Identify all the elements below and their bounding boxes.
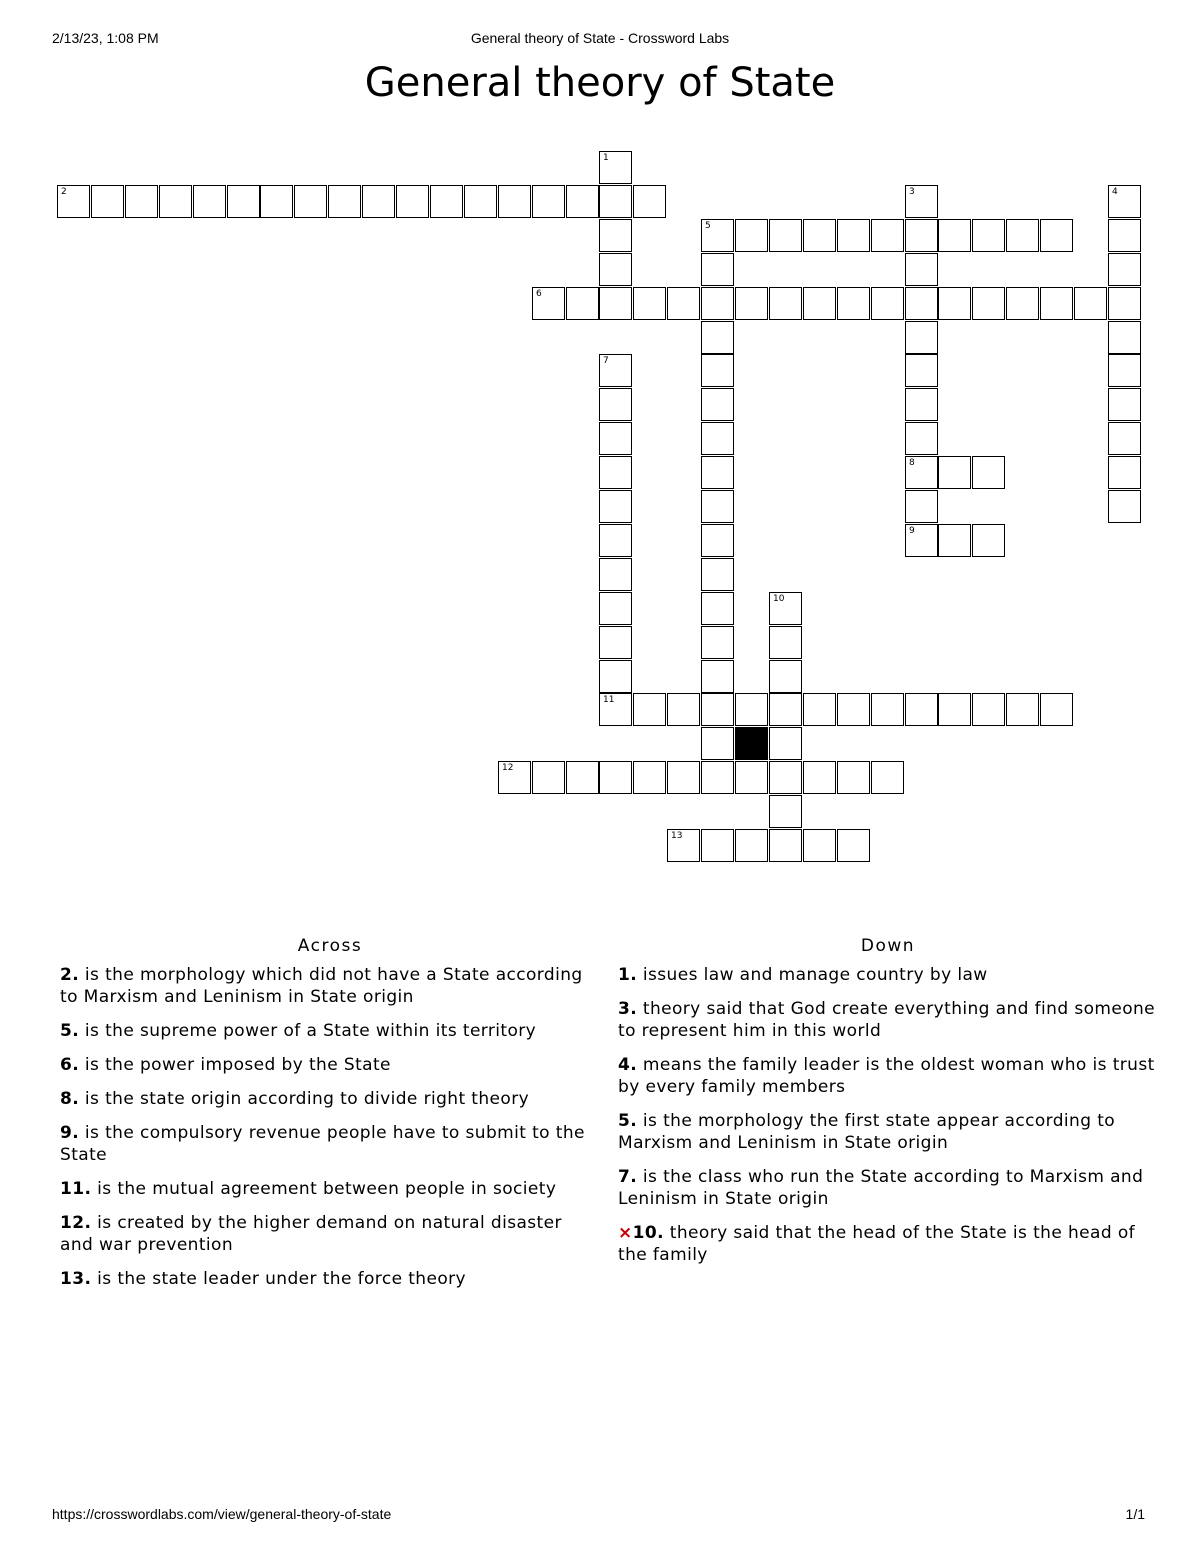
cell-number: 1 [603,153,609,163]
grid-cell[interactable] [159,185,192,218]
clue-number: 3. [618,999,638,1019]
clue [60,1122,600,1166]
clue-number: 13. [60,1269,92,1289]
clue-text: means the family leader is the oldest woman who is trust by every family members [618,1055,1155,1097]
grid-cell[interactable] [701,829,734,862]
grid-cell[interactable] [769,287,802,320]
grid-cell[interactable] [1040,693,1073,726]
cell-number: 12 [502,763,514,773]
grid-cell[interactable] [125,185,158,218]
grid-cell[interactable] [701,219,734,252]
grid-cell[interactable] [1108,321,1141,354]
grid-cell[interactable] [260,185,293,218]
grid-cell[interactable] [1108,456,1141,489]
cell-number: 13 [671,831,683,841]
clue [618,1222,1158,1266]
grid-cell[interactable] [599,524,632,557]
print-date: 2/13/23, 1:08 PM [52,30,159,46]
grid-cell[interactable] [701,727,734,760]
grid-cell[interactable] [803,761,836,794]
grid-cell[interactable] [837,761,870,794]
down-clues [618,936,1158,1278]
grid-cell[interactable] [701,456,734,489]
clue [618,998,1158,1042]
grid-cell[interactable] [599,388,632,421]
clue-number: 10. [632,1223,664,1243]
grid-cell[interactable] [701,422,734,455]
grid-cell[interactable] [938,219,971,252]
grid-cell[interactable] [735,761,768,794]
grid-cell[interactable] [905,321,938,354]
clue [618,1054,1158,1098]
grid-cell[interactable] [701,287,734,320]
cell-number: 10 [773,594,785,604]
cell-number: 3 [909,187,915,197]
clue-number: 4. [618,1055,638,1075]
clue-text: is the state origin according to divide right theory [79,1089,530,1109]
grid-cell[interactable] [599,354,632,387]
clue [60,1268,600,1290]
grid-cell[interactable] [667,761,700,794]
cell-number: 11 [603,695,615,705]
grid-cell[interactable] [599,287,632,320]
cell-number: 4 [1112,187,1118,197]
grid-cell[interactable] [1108,354,1141,387]
cell-number: 9 [909,526,915,536]
grid-cell[interactable] [532,761,565,794]
grid-cell[interactable] [701,626,734,659]
grid-cell[interactable] [498,761,531,794]
grid-cell[interactable] [599,253,632,286]
grid-cell[interactable] [701,524,734,557]
print-url: https://crosswordlabs.com/view/general-theory-of-state [52,1506,392,1522]
grid-cell[interactable] [362,185,395,218]
clue-number: 12. [60,1213,92,1233]
grid-cell[interactable] [1108,422,1141,455]
clue-text: is the supreme power of a State within its territory [79,1021,537,1041]
grid-cell[interactable] [633,693,666,726]
clue-text: is the state leader under the force theory [91,1269,466,1289]
cell-number: 8 [909,458,915,468]
grid-cell[interactable] [701,693,734,726]
grid-cell[interactable] [837,287,870,320]
grid-cell[interactable] [972,287,1005,320]
grid-cell[interactable] [633,761,666,794]
grid-cell[interactable] [599,151,632,184]
grid-cell[interactable] [328,185,361,218]
cell-number: 2 [61,187,67,197]
grid-cell[interactable] [1006,693,1039,726]
grid-cell[interactable] [498,185,531,218]
cell-number: 6 [536,289,542,299]
clue [618,964,1158,986]
grid-cell[interactable] [837,693,870,726]
grid-cell[interactable] [938,693,971,726]
clue [60,1088,600,1110]
grid-cell[interactable] [1108,287,1141,320]
grid-cell[interactable] [972,693,1005,726]
grid-cell[interactable] [769,727,802,760]
grid-cell[interactable] [769,592,802,625]
grid-cell[interactable] [566,761,599,794]
grid-cell[interactable] [871,287,904,320]
clue [60,1178,600,1200]
grid-cell[interactable] [803,693,836,726]
grid-cell[interactable] [972,456,1005,489]
grid-cell[interactable] [905,524,938,557]
grid-cell[interactable] [871,219,904,252]
grid-cell[interactable] [1006,287,1039,320]
grid-cell[interactable] [938,456,971,489]
cell-number: 5 [705,221,711,231]
across-heading: Across [297,936,363,956]
clue-text: is the morphology the first state appear according to Marxism and Leninism in State origin [618,1111,1116,1153]
grid-cell[interactable] [972,219,1005,252]
grid-cell[interactable] [701,253,734,286]
grid-cell[interactable] [1108,388,1141,421]
clue-text: is the morphology which did not have a State according to Marxism and Leninism in State origin [60,965,583,1007]
grid-cell[interactable] [599,761,632,794]
grid-cell[interactable] [769,795,802,828]
grid-cell[interactable] [701,321,734,354]
grid-cell[interactable] [938,287,971,320]
grid-cell[interactable] [566,185,599,218]
grid-cell[interactable] [599,693,632,726]
grid-cell[interactable] [566,287,599,320]
clue-text: is the mutual agreement between people in society [91,1179,557,1199]
grid-cell[interactable] [1108,219,1141,252]
grid-cell[interactable] [803,219,836,252]
grid-cell[interactable] [972,524,1005,557]
grid-cell[interactable] [769,693,802,726]
grid-cell[interactable] [599,422,632,455]
grid-cell[interactable] [599,592,632,625]
clue-text: is the compulsory revenue people have to submit to the State [60,1123,585,1165]
grid-cell[interactable] [735,829,768,862]
grid-cell[interactable] [701,592,734,625]
grid-cell[interactable] [803,287,836,320]
grid-cell[interactable] [193,185,226,218]
clue-text: is created by the higher demand on natural disaster and war prevention [60,1213,562,1255]
grid-cell[interactable] [430,185,463,218]
clue-text: theory said that God create everything and find someone to represent him in this world [618,999,1156,1041]
grid-cell[interactable] [667,829,700,862]
grid-cell[interactable] [905,185,938,218]
grid-cell[interactable] [905,287,938,320]
grid-cell[interactable] [227,185,260,218]
grid-cell[interactable] [1108,490,1141,523]
grid-cell[interactable] [599,660,632,693]
grid-cell[interactable] [599,185,632,218]
across-clues [60,936,600,1302]
clue-number: 6. [60,1055,80,1075]
grid-cell[interactable] [599,219,632,252]
grid-cell[interactable] [905,354,938,387]
clue-number: 11. [60,1179,92,1199]
clue [60,1054,600,1076]
grid-cell[interactable] [599,558,632,591]
print-page-title: General theory of State - Crossword Labs [470,30,730,46]
clue [60,1020,600,1042]
grid-cell[interactable] [396,185,429,218]
grid-cell[interactable] [667,287,700,320]
grid-cell[interactable] [1108,253,1141,286]
puzzle-title: General theory of State [364,60,836,106]
grid-cell[interactable] [464,185,497,218]
grid-cell[interactable] [769,829,802,862]
grid-cell[interactable] [769,761,802,794]
grid-cell[interactable] [735,287,768,320]
clue-number: 2. [60,965,80,985]
grid-cell[interactable] [905,219,938,252]
grid-cell[interactable] [701,490,734,523]
grid-cell[interactable] [905,388,938,421]
grid-cell[interactable] [701,761,734,794]
clue [60,964,600,1008]
grid-cell[interactable] [735,693,768,726]
clue-number: 1. [618,965,638,985]
grid-cell[interactable] [803,829,836,862]
grid-cell[interactable] [769,660,802,693]
grid-cell[interactable] [532,185,565,218]
clue-number: 8. [60,1089,80,1109]
grid-cell[interactable] [91,185,124,218]
grid-cell[interactable] [294,185,327,218]
clue-text: theory said that the head of the State is the head of the family [618,1223,1136,1265]
clue-text: is the class who run the State according to Marxism and Leninism in State origin [618,1167,1144,1209]
grid-cell[interactable] [701,660,734,693]
grid-cell[interactable] [837,219,870,252]
grid-cell[interactable] [667,693,700,726]
clue [618,1110,1158,1154]
clue-number: 5. [60,1021,80,1041]
black-cell [735,727,768,760]
grid-cell[interactable] [532,287,565,320]
print-page-number: 1/1 [1125,1506,1145,1522]
grid-cell[interactable] [905,253,938,286]
clue-number: 5. [618,1111,638,1131]
grid-cell[interactable] [769,626,802,659]
clue-number: 7. [618,1167,638,1187]
grid-cell[interactable] [599,456,632,489]
grid-cell[interactable] [938,524,971,557]
grid-cell[interactable] [1040,219,1073,252]
grid-cell[interactable] [871,761,904,794]
grid-cell[interactable] [599,626,632,659]
grid-cell[interactable] [633,185,666,218]
grid-cell[interactable] [701,354,734,387]
grid-cell[interactable] [701,558,734,591]
grid-cell[interactable] [905,693,938,726]
clue-text: issues law and manage country by law [637,965,988,985]
grid-cell[interactable] [905,456,938,489]
cell-number: 7 [603,356,609,366]
grid-cell[interactable] [769,219,802,252]
clue [618,1166,1158,1210]
clue-number: 9. [60,1123,80,1143]
grid-cell[interactable] [599,490,632,523]
grid-cell[interactable] [1040,287,1073,320]
down-heading: Down [860,936,916,956]
grid-cell[interactable] [633,287,666,320]
clue-text: is the power imposed by the State [79,1055,391,1075]
incorrect-mark-icon: × [618,1223,633,1243]
grid-cell[interactable] [1074,287,1107,320]
grid-cell[interactable] [871,693,904,726]
grid-cell[interactable] [905,422,938,455]
grid-cell[interactable] [1006,219,1039,252]
grid-cell[interactable] [1108,185,1141,218]
grid-cell[interactable] [735,219,768,252]
grid-cell[interactable] [57,185,90,218]
clue [60,1212,600,1256]
grid-cell[interactable] [701,388,734,421]
grid-cell[interactable] [837,829,870,862]
print-footer [0,1506,1200,1526]
grid-cell[interactable] [905,490,938,523]
